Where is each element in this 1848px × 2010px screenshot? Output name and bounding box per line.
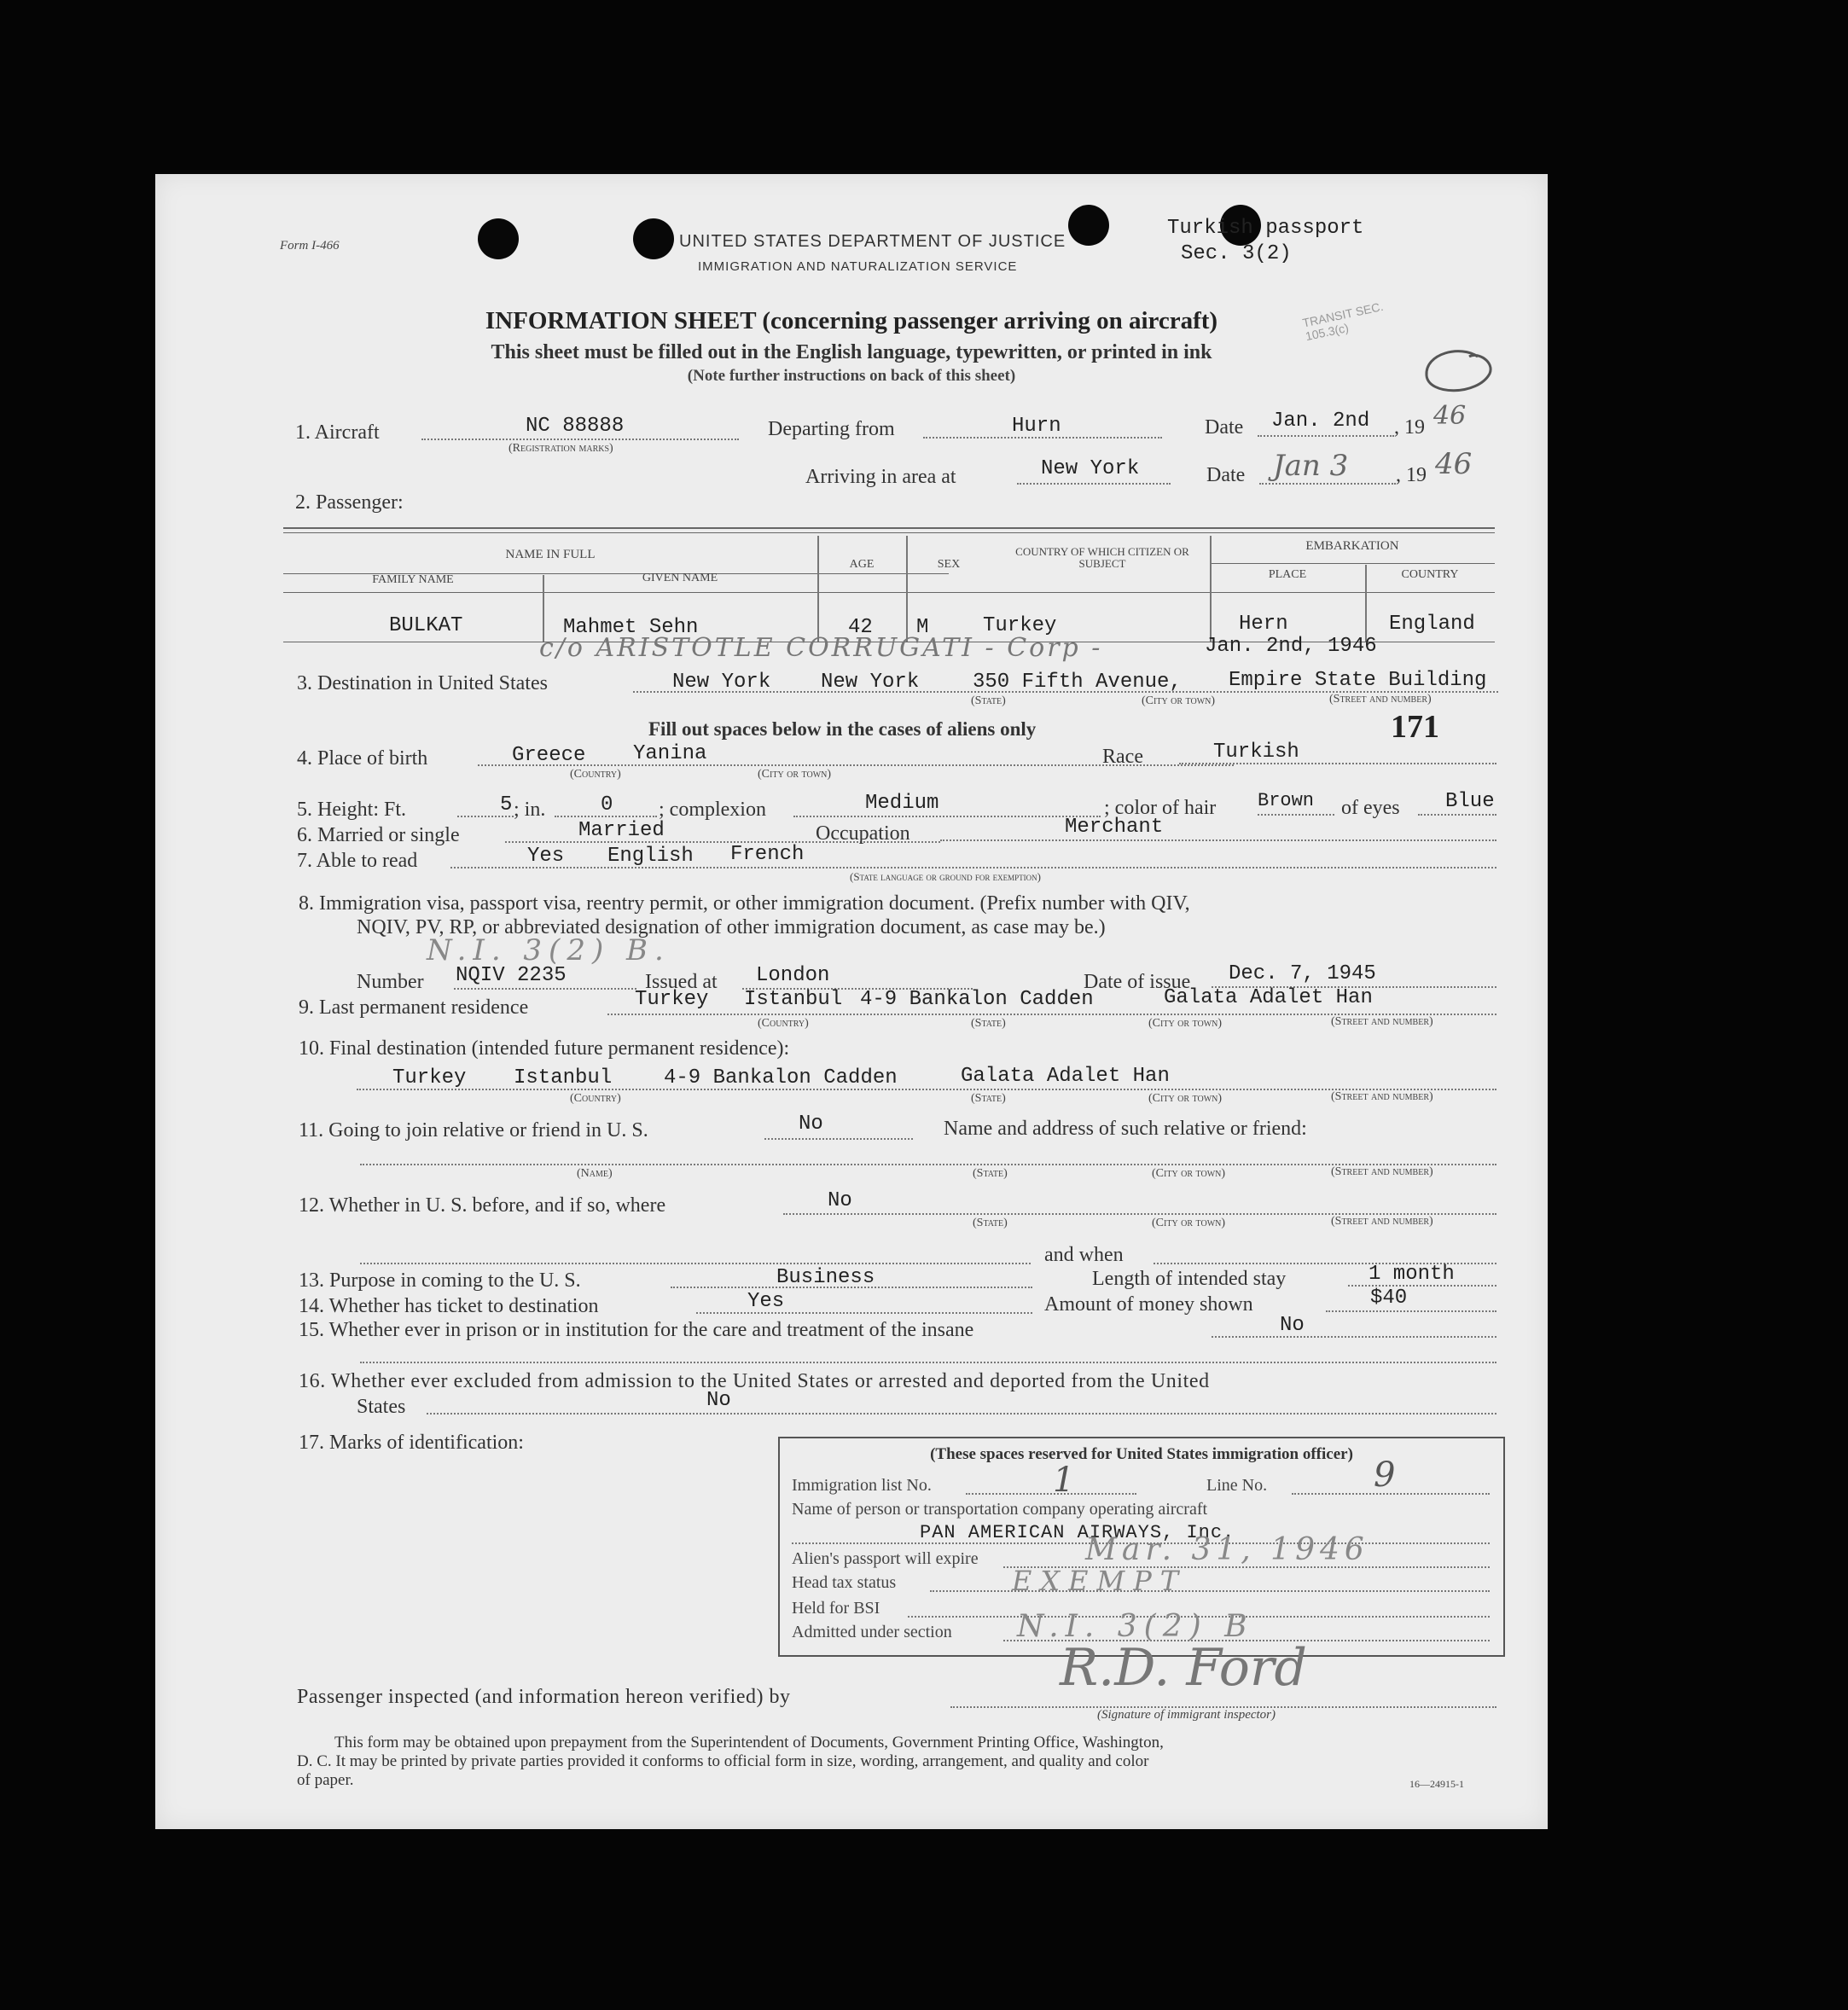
residence-street: Galata Adalet Han: [1164, 986, 1373, 1009]
q14-ticket: Yes: [747, 1290, 785, 1313]
embark-date: Jan. 2nd, 1946: [1205, 635, 1377, 658]
relative-name-label: Name and address of such relative or friend:: [944, 1118, 1307, 1140]
race-label: Race: [1102, 746, 1143, 768]
caption-country: (Country): [570, 1092, 621, 1105]
citizenship: Turkey: [983, 614, 1057, 637]
q15-label: 15. Whether ever in prison or in institution for the care and treatment of the insane: [299, 1319, 974, 1341]
q16-label: 16. Whether ever excluded from admission to the United States or arrested and deported from the United: [299, 1370, 1210, 1392]
issued-at-label: Issued at: [645, 971, 718, 993]
birth-country: Greece: [512, 744, 586, 767]
caption-country: (Country): [570, 768, 621, 781]
list-no-label: Immigration list No.: [792, 1476, 932, 1495]
date-of-issue: Dec. 7, 1945: [1229, 962, 1376, 985]
given-name: Mahmet Sehn: [563, 616, 699, 639]
aircraft-label: 1. Aircraft: [295, 421, 380, 444]
occupation-label: Occupation: [816, 822, 910, 845]
height-label: 5. Height: Ft.: [297, 799, 407, 821]
section-note: Sec. 3(2): [1181, 242, 1292, 265]
operator-label: Name of person or transportation company operating aircraft: [792, 1500, 1208, 1519]
service-name: IMMIGRATION AND NATURALIZATION SERVICE: [698, 259, 1018, 274]
transit-stamp: TRANSIT SEC. 105.3(c): [1301, 299, 1385, 344]
footer-line-1: This form may be obtained upon prepayment from the Superintendent of Documents, Government Printing Office, Washington,: [334, 1734, 1164, 1751]
destination-city: New York: [821, 671, 920, 694]
age: 42: [848, 616, 873, 639]
col-country: COUNTRY: [1401, 568, 1459, 581]
caption-street: (Street and number): [1331, 1165, 1433, 1178]
passport-note: Turkish passport: [1167, 217, 1364, 240]
sheet-number: 171: [1391, 709, 1439, 745]
punch-hole: [633, 218, 674, 259]
destination-street: 350 Fifth Avenue,: [973, 671, 1182, 694]
caption-city: (City or town): [758, 768, 832, 781]
read-language-1: English: [607, 845, 694, 868]
punch-hole: [1068, 205, 1109, 246]
embark-place: Hern: [1239, 613, 1288, 636]
caption-state: (State): [971, 694, 1006, 707]
caption-city: (City or town): [1148, 1092, 1223, 1105]
visa-number-label: Number: [357, 971, 424, 993]
departing-label: Departing from: [768, 418, 895, 440]
read-caption: (State language or ground for exemption): [850, 870, 1041, 883]
final-destination-label: 10. Final destination (intended future permanent residence):: [299, 1037, 790, 1060]
arrival-year-prefix: , 19: [1396, 464, 1427, 486]
passenger-label: 2. Passenger:: [295, 491, 404, 514]
caption-state: (State): [971, 1092, 1006, 1105]
officer-box: [778, 1437, 1505, 1657]
departure-date-label: Date: [1205, 416, 1244, 439]
family-name: BULKAT: [389, 614, 463, 637]
signature-caption: (Signature of immigrant inspector): [1097, 1708, 1276, 1722]
department-name: UNITED STATES DEPARTMENT OF JUSTICE: [679, 232, 1066, 251]
able-to-read: Yes: [527, 845, 565, 868]
line-no-label: Line No.: [1206, 1476, 1268, 1495]
complexion-label: ; complexion: [659, 799, 766, 821]
caption-street: (Street and number): [1331, 1090, 1433, 1103]
aliens-heading: Fill out spaces below in the cases of aliens only: [648, 718, 1037, 740]
passport-expiry: Mar. 31, 1946: [1085, 1532, 1369, 1567]
registration-caption: (Registration marks): [508, 442, 613, 455]
head-tax-label: Head tax status: [792, 1573, 897, 1592]
final-city: 4-9 Bankalon Cadden: [664, 1066, 898, 1089]
eyes-label: of eyes: [1341, 797, 1400, 819]
caption-city: (City or town): [1142, 694, 1216, 707]
form-title: INFORMATION SHEET (concerning passenger arriving on aircraft): [485, 307, 1218, 334]
money-label: Amount of money shown: [1044, 1293, 1253, 1316]
sex: M: [916, 616, 929, 639]
punch-hole: [478, 218, 519, 259]
footer-line-3: of paper.: [297, 1771, 354, 1789]
eye-color: Blue: [1445, 790, 1495, 813]
q11-label: 11. Going to join relative or friend in U. S.: [299, 1119, 648, 1142]
q15-answer: No: [1280, 1314, 1305, 1337]
destination-state: New York: [672, 671, 771, 694]
aircraft-registration: NC 88888: [526, 415, 625, 438]
caption-state: (State): [973, 1217, 1008, 1229]
col-embarkation: EMBARKATION: [1305, 539, 1399, 553]
q13-label: 13. Purpose in coming to the U. S.: [299, 1269, 581, 1292]
caption-street: (Street and number): [1331, 1015, 1433, 1028]
caption-city: (City or town): [1152, 1217, 1226, 1229]
issued-at: London: [756, 964, 830, 987]
departing-from: Hurn: [1012, 415, 1061, 438]
operator-name: PAN AMERICAN AIRWAYS, Inc.: [920, 1522, 1235, 1543]
passport-expire-label: Alien's passport will expire: [792, 1549, 979, 1568]
q17-label: 17. Marks of identification:: [299, 1432, 524, 1454]
q14-label: 14. Whether has ticket to destination: [299, 1295, 599, 1317]
caption-state: (State): [971, 1017, 1006, 1030]
hair-label: ; color of hair: [1104, 797, 1217, 819]
stay-length-label: Length of intended stay: [1092, 1268, 1287, 1290]
col-name-in-full: NAME IN FULL: [505, 548, 596, 561]
arrival-date-label: Date: [1206, 464, 1246, 486]
col-family-name: FAMILY NAME: [372, 573, 454, 586]
read-label: 7. Able to read: [297, 850, 418, 872]
residence-city: 4-9 Bankalon Cadden: [860, 988, 1094, 1011]
care-of-note: c/o ARISTOTLE CORRUGATI - Corp -: [539, 633, 1103, 663]
caption-street: (Street and number): [1329, 693, 1432, 706]
officer-box-heading: (These spaces reserved for United States immigration officer): [930, 1445, 1353, 1463]
q16-answer: No: [706, 1389, 731, 1412]
arriving-label: Arriving in area at: [805, 466, 956, 488]
residence-country: Turkey: [635, 988, 709, 1011]
inspector-signature: R.D. Ford: [1060, 1638, 1307, 1698]
race: Turkish: [1213, 741, 1299, 764]
q16-label-2: States: [357, 1396, 406, 1418]
birth-city: Yanina: [633, 742, 707, 765]
col-age: AGE: [849, 558, 875, 571]
visa-number: NQIV 2235: [456, 964, 567, 987]
residence-state: Istanbul: [744, 988, 843, 1011]
birth-label: 4. Place of birth: [297, 747, 428, 770]
caption-name: (Name): [577, 1167, 613, 1180]
height-inches: 0: [601, 793, 613, 816]
destination-label: 3. Destination in United States: [297, 672, 548, 694]
departure-year-prefix: , 19: [1394, 416, 1425, 439]
destination-building: Empire State Building: [1229, 669, 1487, 692]
caption-state: (State): [973, 1167, 1008, 1180]
col-place: PLACE: [1268, 568, 1307, 581]
form-number: Form I-466: [280, 239, 340, 253]
col-country-citizen: COUNTRY OF WHICH CITIZEN OR SUBJECT: [1015, 545, 1189, 570]
visa-label-2: NQIV, PV, RP, or abbreviated designation of other immigration document, as case may be.): [357, 916, 1106, 938]
q12-answer: No: [828, 1189, 852, 1212]
arrival-date: Jan 3: [1273, 449, 1349, 483]
form-sheet: [155, 174, 1548, 1829]
line-no: 9: [1374, 1455, 1396, 1495]
embark-country: England: [1389, 613, 1475, 636]
marital-status: Married: [578, 819, 665, 842]
final-country: Turkey: [392, 1066, 467, 1089]
q12-label: 12. Whether in U. S. before, and if so, where: [299, 1194, 666, 1217]
occupation: Merchant: [1065, 816, 1164, 839]
q13-purpose: Business: [776, 1266, 875, 1289]
form-instruction: This sheet must be filled out in the English language, typewritten, or printed in ink: [491, 341, 1212, 363]
footer-line-2: D. C. It may be printed by private parties provided it conforms to official form in size, wording, arrangement, and quality and color: [297, 1752, 1149, 1770]
col-given-name: GIVEN NAME: [642, 572, 718, 584]
bsi-label: Held for BSI: [792, 1599, 880, 1618]
visa-handwritten: N.I. 3(2) B.: [427, 933, 671, 967]
departure-date: Jan. 2nd: [1271, 410, 1370, 433]
complexion: Medium: [865, 792, 939, 815]
height-inches-label: ; in.: [514, 799, 546, 821]
arrival-year: 46: [1435, 447, 1473, 481]
money-shown: $40: [1370, 1287, 1408, 1310]
departure-year: 46: [1433, 401, 1467, 431]
hair-color: Brown: [1258, 790, 1315, 811]
residence-label: 9. Last permanent residence: [299, 996, 529, 1019]
caption-city: (City or town): [1148, 1017, 1223, 1030]
height-feet: 5: [500, 793, 513, 816]
admitted-section-label: Admitted under section: [792, 1623, 952, 1641]
form-note: (Note further instructions on back of this sheet): [687, 367, 1016, 385]
caption-country: (Country): [758, 1017, 809, 1030]
date-of-issue-label: Date of issue: [1084, 971, 1191, 993]
read-language-2: French: [730, 843, 805, 866]
final-state: Istanbul: [514, 1066, 613, 1089]
form-code: 16—24915-1: [1409, 1778, 1464, 1790]
admitted-section: N.I. 3(2) B: [1017, 1609, 1254, 1644]
q11-answer: No: [799, 1112, 823, 1136]
col-sex: SEX: [937, 558, 961, 571]
arriving-at: New York: [1041, 457, 1140, 480]
stay-length: 1 month: [1369, 1263, 1455, 1286]
inspected-label: Passenger inspected (and information hereon verified) by: [297, 1686, 791, 1708]
married-label: 6. Married or single: [297, 824, 460, 846]
and-when-label: and when: [1044, 1244, 1124, 1266]
final-street: Galata Adalet Han: [961, 1065, 1170, 1088]
caption-city: (City or town): [1152, 1167, 1226, 1180]
visa-label: 8. Immigration visa, passport visa, reentry permit, or other immigration document. (Prefix number with QIV,: [299, 892, 1190, 915]
list-no: 1: [1053, 1461, 1075, 1500]
head-tax-status: EXEMPT: [1012, 1565, 1188, 1597]
caption-street: (Street and number): [1331, 1215, 1433, 1228]
